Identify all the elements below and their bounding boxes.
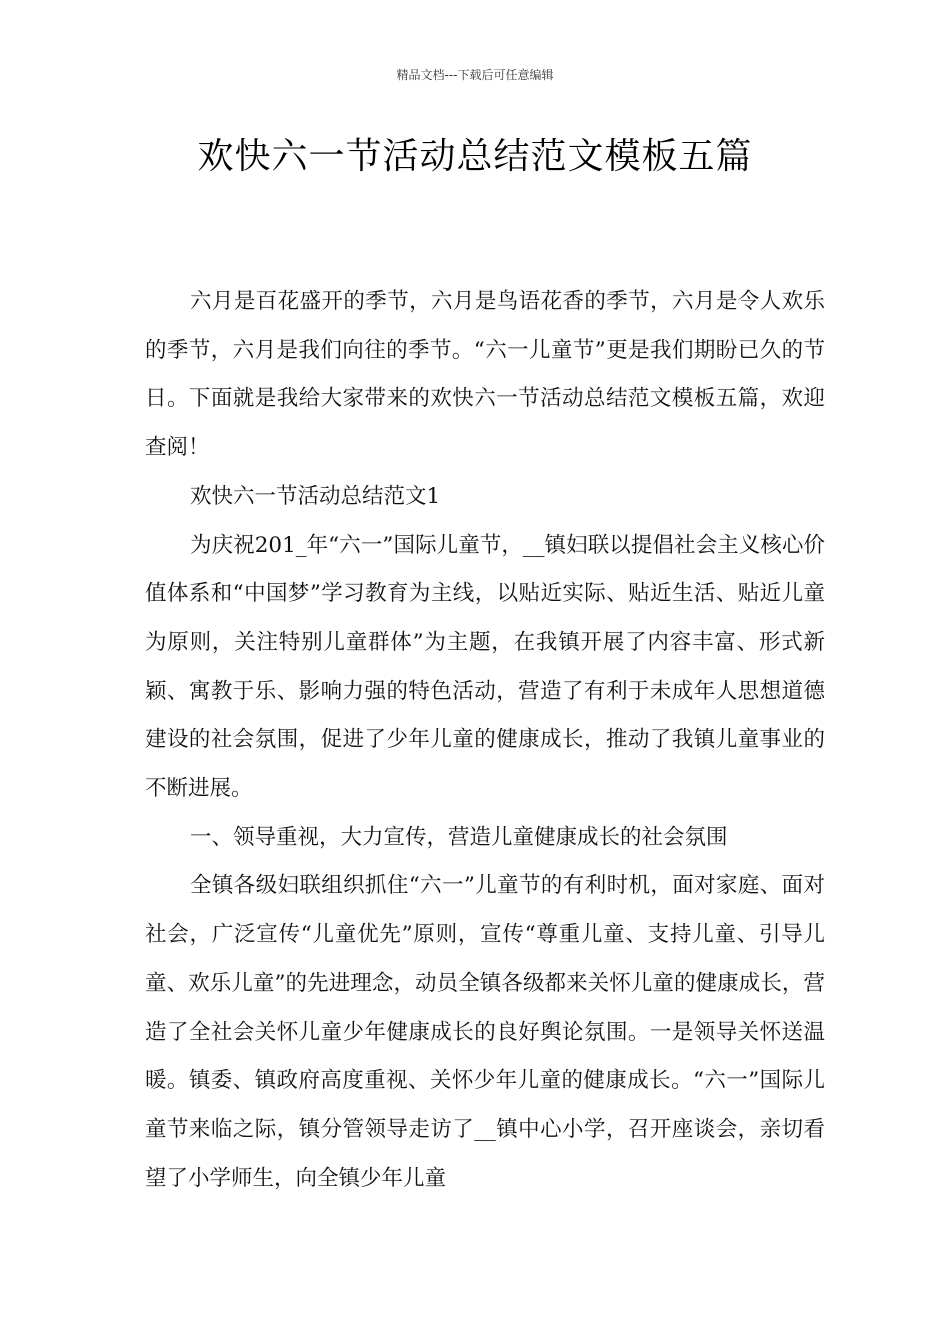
body-paragraph: 全镇各级妇联组织抓住“六一”儿童节的有利时机，面对家庭、面对社会，广泛宣传“儿童优先”原则，宣传“尊重儿童、支持儿童、引导儿童、欢乐儿童”的先进理念，动员全镇各级都来关怀儿童的健康成长，营造了全社会关怀儿童少年健康成长的良好舆论氛围。一是领导关怀送温暖。镇委、镇政府高度重视、关怀少年儿童的健康成长。“六一”国际儿童节来临之际，镇分管领导走访了__镇中心小学，召开座谈会，亲切看望了小学师生，向全镇少年儿童 — [145, 873, 825, 1191]
body-paragraph: 为庆祝201_年“六一”国际儿童节，__镇妇联以提倡社会主义核心价值体系和“中国梦”学习教育为主线，以贴近实际、贴近生活、贴近儿童为原则，关注特别儿童群体”为主题，在我镇开展了内容丰富、形式新颖、寓教于乐、影响力强的特色活动，营造了有利于未成年人思想道德建设的社会氛围，促进了少年儿童的健康成长，推动了我镇儿童事业的不断进展。 — [145, 532, 825, 802]
document-body — [145, 278, 825, 1203]
subsection-heading: 一、领导重视，大力宣传，营造儿童健康成长的社会氛围 — [190, 824, 728, 850]
intro-paragraph: 六月是百花盛开的季节，六月是鸟语花香的季节，六月是令人欢乐的季节，六月是我们向往的季节。“六一儿童节”更是我们期盼已久的节日。下面就是我给大家带来的欢快六一节活动总结范文模板五篇，欢迎查阅！ — [145, 289, 825, 461]
section-heading: 欢快六一节活动总结范文1 — [190, 483, 441, 509]
document-title: 欢快六一节活动总结范文模板五篇 — [197, 136, 753, 177]
header-note: 精品文档---下载后可任意编辑 — [396, 68, 554, 82]
